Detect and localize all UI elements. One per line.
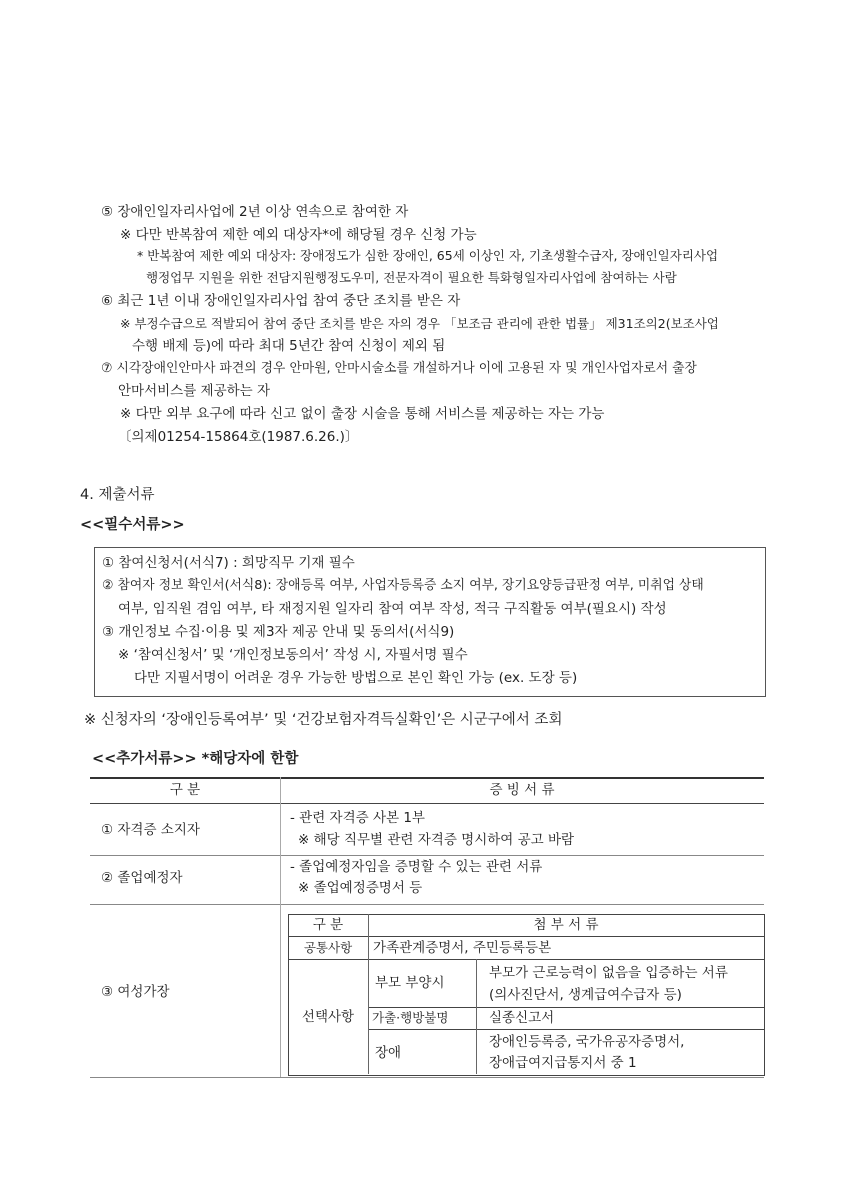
required-doc-1: ① 참여신청서(서식7) : 희망직무 기재 필수 <box>102 555 355 571</box>
subtable-header-rule <box>288 936 764 937</box>
row-doc-graduate-2: ※ 졸업예정증명서 등 <box>298 880 423 896</box>
subtable-doc-parent-1: 부모가 근로능력이 없음을 입증하는 서류 <box>489 965 728 981</box>
subtable-col-divider-1 <box>368 914 369 1074</box>
eligibility-subnote-5b: 행정업무 지원을 위한 전담지원행정도우미, 전문자격이 필요한 특화형일자리사업에 참여하는 사람 <box>146 270 677 285</box>
eligibility-note-7: ※ 다만 외부 요구에 따라 신고 없이 출장 시술을 통해 서비스를 제공하는 자는 가능 <box>120 406 605 422</box>
table-row-rule <box>90 904 764 905</box>
eligibility-item-5: ⑤ 장애인일자리사업에 2년 이상 연속으로 참여한 자 <box>101 204 409 220</box>
subtable-doc-parent-2: (의사진단서, 생계급여수급자 등) <box>489 987 682 1003</box>
subtable-common-docs: 가족관계증명서, 주민등록등본 <box>373 940 552 956</box>
required-doc-2a: ② 참여자 정보 확인서(서식8): 장애등록 여부, 사업자등록증 소지 여부, 장기요양등급판정 여부, 미취업 상태 <box>102 578 704 593</box>
table-col-divider <box>280 777 281 1077</box>
additional-heading: <<추가서류>> *해당자에 한함 <box>92 751 299 767</box>
subtable-select-label: 선택사항 <box>301 1009 355 1025</box>
subtable-doc-missing: 실종신고서 <box>489 1010 555 1026</box>
row-doc-graduate-1: - 졸업예정자임을 증명할 수 있는 관련 서류 <box>290 859 543 875</box>
subtable-common-rule <box>288 959 764 960</box>
row-category-graduate: ② 졸업예정자 <box>101 870 183 886</box>
required-note-b: 다만 지필서명이 어려운 경우 가능한 방법으로 본인 확인 가능 (ex. 도장 등) <box>134 670 578 686</box>
eligibility-ref-7: 〔의제01254-15864호(1987.6.26.)〕 <box>118 429 359 445</box>
required-doc-3: ③ 개인정보 수집·이용 및 제3자 제공 안내 및 동의서(서식9) <box>102 624 455 640</box>
subtable-doc-disability-1: 장애인등록증, 국가유공자증명서, <box>489 1034 685 1050</box>
required-doc-2b: 여부, 임직원 겸임 여부, 타 재정지원 일자리 참여 여부 작성, 적극 구직활동 여부(필요시) 작성 <box>118 601 667 617</box>
row-doc-license-2: ※ 해당 직무별 관련 자격증 명시하여 공고 바람 <box>298 832 575 848</box>
eligibility-note-6a: ※ 부정수급으로 적발되어 참여 중단 조치를 받은 자의 경우 「보조금 관리에 관한 법률」 제31조의2(보조사업 <box>120 316 719 331</box>
eligibility-subnote-5a: * 반복참여 제한 예외 대상자: 장애정도가 심한 장애인, 65세 이상인 자, 기초생활수급자, 장애인일자리사업 <box>137 248 719 263</box>
subtable-case-disability: 장애 <box>375 1045 402 1061</box>
required-note-a: ※ ‘참여신청서’ 및 ‘개인정보동의서’ 작성 시, 자필서명 필수 <box>118 647 468 663</box>
table-bottom-rule <box>90 1077 764 1078</box>
eligibility-item-7a: ⑦ 시각장애인안마사 파견의 경우 안마원, 안마시술소를 개설하거나 이에 고용된 자 및 개인사업자로서 출장 <box>101 361 697 376</box>
table-header-docs: 증 빙 서 류 <box>489 782 555 798</box>
table-top-rule <box>90 777 764 779</box>
row-category-female-head: ③ 여성가장 <box>101 984 170 1000</box>
eligibility-note-5: ※ 다만 반복참여 제한 예외 대상자*에 해당될 경우 신청 가능 <box>120 227 477 243</box>
lookup-notice: ※ 신청자의 ‘장애인등록여부’ 및 ‘건강보험자격득실확인’은 시군구에서 조회 <box>84 712 563 728</box>
subtable-select-rule-2 <box>368 1029 764 1030</box>
subtable-header-docs: 첨 부 서 류 <box>533 917 599 933</box>
section-title: 4. 제출서류 <box>80 487 155 503</box>
row-doc-license-1: - 관련 자격증 사본 1부 <box>290 810 425 826</box>
eligibility-item-7b: 안마서비스를 제공하는 자 <box>118 383 271 399</box>
eligibility-note-6b: 수행 배제 등)에 따라 최대 5년간 참여 신청이 제외 됨 <box>132 338 446 354</box>
subtable-col-divider-2 <box>476 959 477 1074</box>
subtable-doc-disability-2: 장애급여지급통지서 중 1 <box>489 1055 637 1071</box>
subtable-case-missing: 가출·행방불명 <box>372 1010 449 1025</box>
required-heading: <<필수서류>> <box>80 517 185 533</box>
row-category-license: ① 자격증 소지자 <box>101 822 200 838</box>
table-row-rule <box>90 855 764 856</box>
eligibility-item-6: ⑥ 최근 1년 이내 장애인일자리사업 참여 중단 조치를 받은 자 <box>101 293 461 309</box>
table-header-category: 구 분 <box>169 782 201 798</box>
table-header-rule <box>90 803 764 804</box>
subtable-header-category: 구 분 <box>312 917 344 933</box>
subtable-case-parent: 부모 부양시 <box>375 975 445 991</box>
subtable-common-label: 공통사항 <box>303 940 353 955</box>
